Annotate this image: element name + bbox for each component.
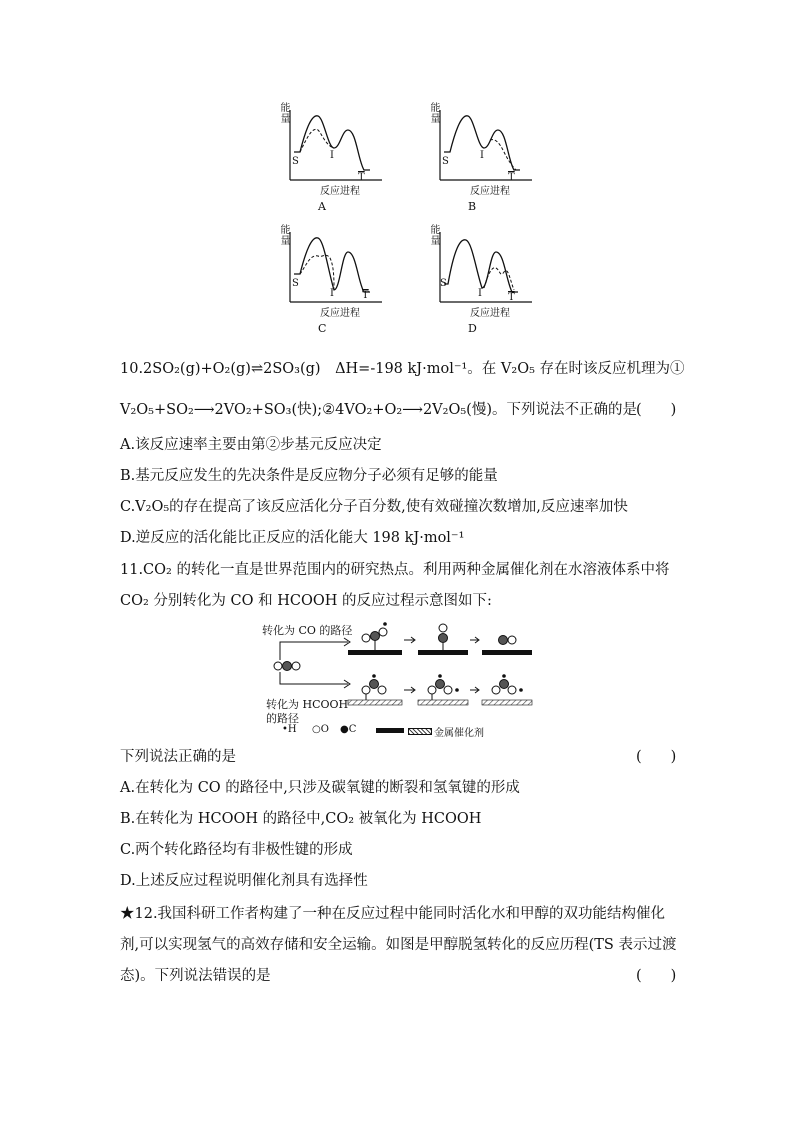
legend-o: ○O [312,724,329,735]
q10-option-c: C.V₂O₅的存在提高了该反应活化分子百分数,使有效碰撞次数增加,反应速率加快 [120,499,628,515]
x-axis-label: 反应进程 [470,308,510,319]
path-hcooh-label-2: 的路径 [266,712,299,725]
label-i: I [478,288,482,299]
y-axis-label: 能量 [428,224,439,246]
label-i: I [330,150,334,161]
q10-option-b: B.基元反应发生的先决条件是反应物分子必须有足够的能量 [120,468,498,484]
co2-pathway-diagram [258,618,558,740]
q12-line1: ★12.我国科研工作者构建了一种在反应过程中能同时活化水和甲醇的双功能结构催化 [120,906,666,922]
energy-graph-a [278,102,408,218]
x-axis-label: 反应进程 [320,308,360,319]
graph-caption: A [318,200,326,213]
legend-hatched-bar [408,728,432,735]
q12-line3: 态)。下列说法错误的是 [120,968,271,984]
q12-line2: 剂,可以实现氢气的高效存储和安全运输。如图是甲醇脱氢转化的反应历程(TS 表示过渡 [120,937,677,953]
q11-option-c: C.两个转化路径均有非极性键的形成 [120,842,353,858]
y-axis-label: 能量 [278,102,289,124]
graph-caption: C [318,322,327,335]
label-t: $\overline{T}$ [508,292,515,303]
q11-line1: 11.CO₂ 的转化一直是世界范围内的研究热点。利用两种金属催化剂在水溶液体系中将 [120,562,670,578]
q11-option-d: D.上述反应过程说明催化剂具有选择性 [120,873,368,889]
q10-answer-blank: ( ) [636,402,677,418]
label-t: $\overline{T}$ [508,172,515,183]
legend-black-bar [376,728,404,733]
path-co-label: 转化为 CO 的路径 [262,624,353,637]
y-axis-label: 能量 [428,102,439,124]
y-axis-label: 能量 [278,224,289,246]
q11-option-a: A.在转化为 CO 的路径中,只涉及碳氧键的断裂和氢氧键的形成 [120,780,520,796]
q10-option-d: D.逆反应的活化能比正反应的活化能大 198 kJ·mol⁻¹ [120,530,465,546]
legend-catalyst: 金属催化剂 [434,728,484,739]
label-s: S [292,156,299,167]
q11-answer-blank: ( ) [636,749,677,765]
q11-option-b: B.在转化为 HCOOH 的路径中,CO₂ 被氧化为 HCOOH [120,811,482,827]
label-i: I [480,150,484,161]
x-axis-label: 反应进程 [470,186,510,197]
q10-line1: 10.2SO₂(g)+O₂(g)⇌2SO₃(g) ΔH=-198 kJ·mol⁻¹。在 V₂O₅ 存在时该反应机理为① [120,361,685,377]
q12-answer-blank: ( ) [636,968,677,984]
energy-graph-d [428,224,558,340]
q11-stem: 下列说法正确的是 [120,749,236,765]
q11-line2: CO₂ 分别转化为 CO 和 HCOOH 的反应过程示意图如下: [120,593,492,609]
q10-option-a: A.该反应速率主要由第②步基元反应决定 [120,437,382,453]
q10-line2: V₂O₅+SO₂⟶2VO₂+SO₃(快);②4VO₂+O₂⟶2V₂O₅(慢)。下列说法不正确的是 [120,402,637,418]
graph-caption: D [468,322,477,335]
x-axis-label: 反应进程 [320,186,360,197]
label-s: S [442,156,449,167]
label-i: I [330,288,334,299]
legend-c: ●C [340,724,357,735]
pathway-svg [258,618,558,728]
path-hcooh-label-1: 转化为 HCOOH [266,698,349,711]
label-s: S [292,278,299,289]
energy-graph-c [278,224,408,340]
label-t: $\overline{T}$ [362,290,369,301]
label-t: $\overline{T}$ [358,172,365,183]
label-s: S [440,278,447,289]
energy-graph-b [428,102,558,218]
legend-h: •H [282,724,297,735]
graph-caption: B [468,200,477,213]
